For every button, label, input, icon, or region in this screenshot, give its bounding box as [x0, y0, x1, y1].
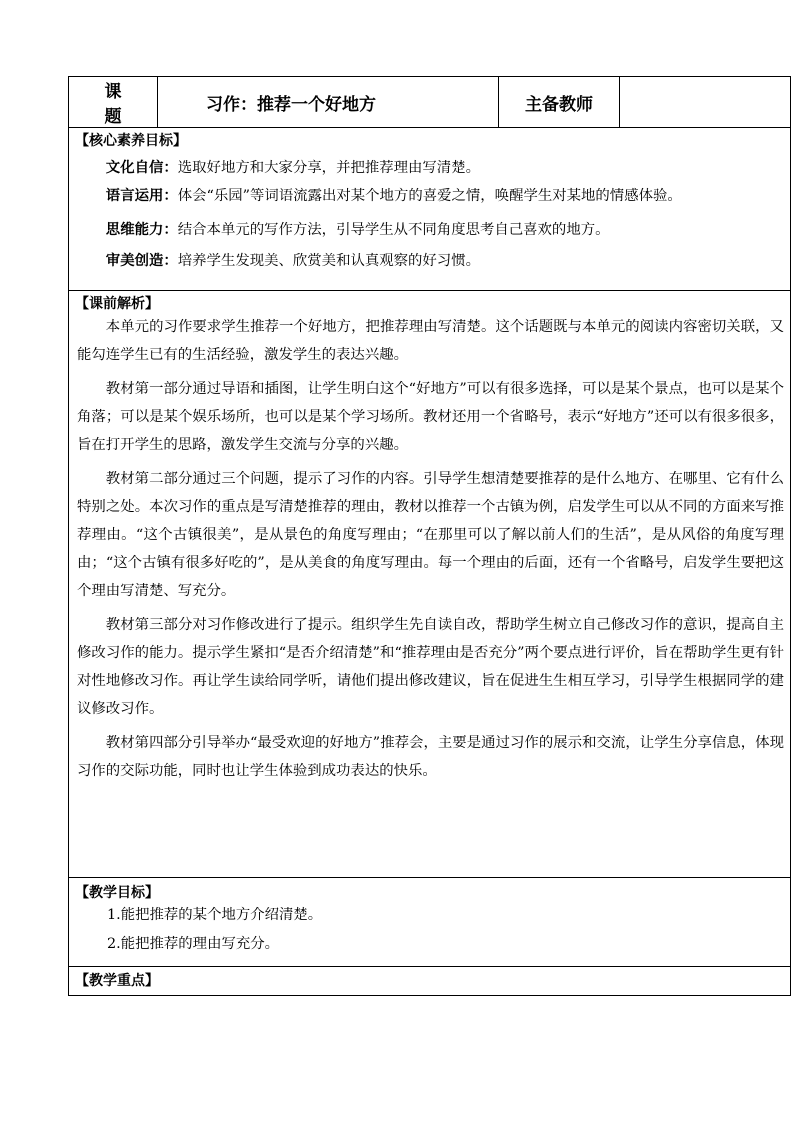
core-goal-label: 思维能力： [105, 221, 178, 238]
pre-analysis-row [69, 291, 791, 878]
teaching-focus-title: 【教学重点】 [75, 973, 159, 989]
teaching-goals-cell [69, 878, 791, 967]
header-row [69, 77, 791, 128]
pre-analysis-title: 【课前解析】 [75, 296, 159, 312]
teaching-goals-title: 【教学目标】 [75, 885, 159, 901]
core-goal-label: 文化自信： [105, 159, 178, 176]
core-goals-title: 【核心素养目标】 [75, 133, 187, 149]
lesson-plan-table [68, 76, 791, 996]
core-goal-text: 体会“乐园”等词语流露出对某个地方的喜爱之情，唤醒学生对某地的情感体验。 [177, 188, 682, 204]
teacher-value [620, 77, 791, 128]
core-goal-text: 选取好地方和大家分享，并把推荐理由写清楚。 [177, 160, 480, 176]
teaching-focus-row [69, 967, 791, 996]
analysis-paragraph: 本单元的习作要求学生推荐一个好地方，把推荐理由写清楚。这个话题既与本单元的阅读内容密切关联，又能勾连学生已有的生活经验，激发学生的表达兴趣。 [77, 319, 784, 363]
core-goals-row [69, 128, 791, 291]
teaching-goal-item: 1.能把推荐的某个地方介绍清楚。 [107, 907, 323, 923]
topic-value: 习作：推荐一个好地方 [158, 77, 499, 128]
core-goal-text: 结合本单元的写作方法，引导学生从不同角度思考自己喜欢的地方。 [177, 222, 610, 238]
core-goal-item [77, 216, 784, 244]
analysis-paragraph: 教材第二部分通过三个问题，提示了习作的内容。引导学生想清楚要推荐的是什么地方、在哪里、它有什么特别之处。本次习作的重点是写清楚推荐的理由，教材以推荐一个古镇为例，启发学生可以从不同的方面来写推荐理由。“这个古镇很美”，是从景色的角度写理由；“在那里可以了解以前人们的生活”，是从风俗的角度写理由；“这个古镇有很多好吃的”，是从美食的角度写理由。每一个理由的后面，还有一个省略号，启发学生要把这个理由写清楚、写充分。 [77, 471, 784, 599]
core-goal-text: 培养学生发现美、欣赏美和认真观察的好习惯。 [177, 253, 480, 269]
analysis-paragraph: 教材第四部分引导举办“最受欢迎的好地方”推荐会，主要是通过习作的展示和交流，让学生分享信息，体现习作的交际功能，同时也让学生体验到成功表达的快乐。 [77, 735, 784, 779]
core-goal-item [77, 154, 784, 182]
core-goal-item [77, 247, 784, 275]
teaching-focus-cell [69, 967, 791, 996]
analysis-paragraph: 教材第一部分通过导语和插图，让学生明白这个“好地方”可以有很多选择，可以是某个景点，也可以是某个角落；可以是某个娱乐场所，也可以是某个学习场所。教材还用一个省略号，表示“好地方”还可以有很多很多，旨在打开学生的思路，激发学生交流与分享的兴趣。 [77, 381, 784, 453]
core-goal-label: 语言运用： [105, 187, 178, 204]
teaching-goal-item: 2.能把推荐的理由写充分。 [107, 936, 280, 952]
analysis-paragraph: 教材第三部分对习作修改进行了提示。组织学生先自读自改，帮助学生树立自己修改习作的意识，提高自主修改习作的能力。提示学生紧扣“是否介绍清楚”和“推荐理由是否充分”两个要点进行评价，旨在帮助学生更有针对性地修改习作。再让学生读给同学听，请他们提出修改建议，旨在促进生生相互学习，引导学生根据同学的建议修改习作。 [77, 617, 784, 717]
pre-analysis-cell [69, 291, 791, 878]
core-goals-cell [69, 128, 791, 291]
teacher-label: 主备教师 [499, 77, 620, 128]
teaching-goals-row [69, 878, 791, 967]
core-goal-item [77, 182, 784, 210]
core-goal-label: 审美创造： [105, 252, 178, 269]
topic-label: 课 题 [69, 77, 158, 128]
